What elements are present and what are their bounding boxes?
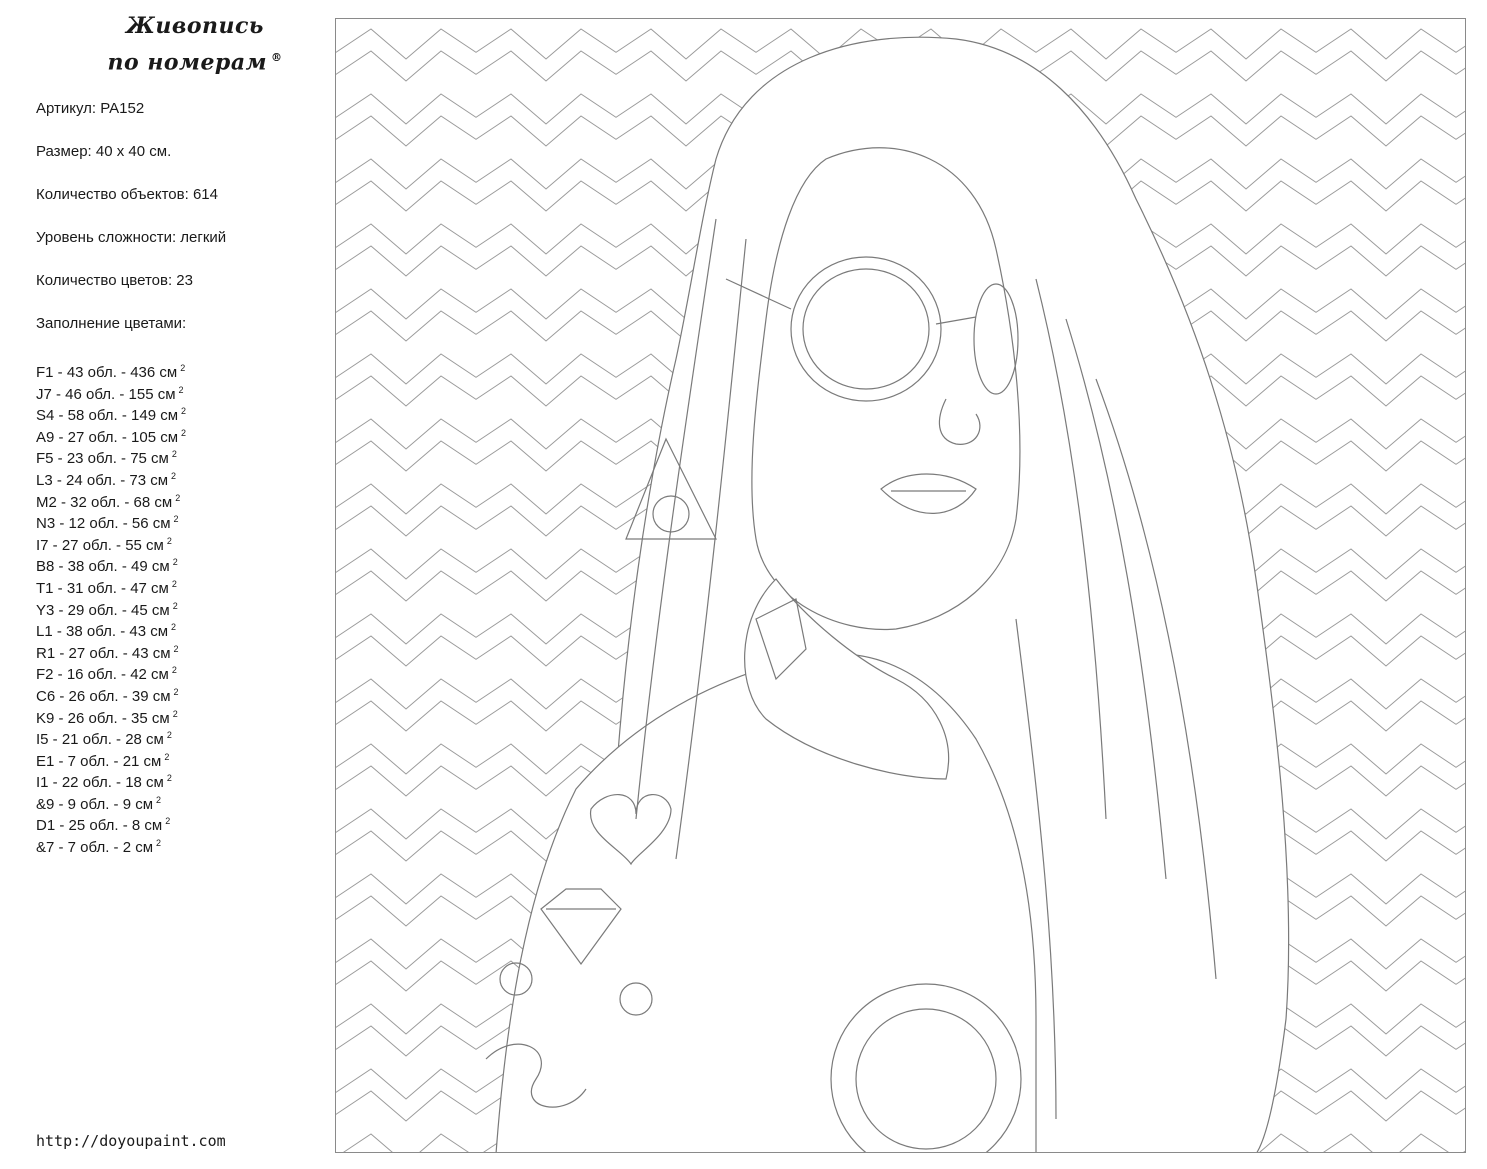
area-unit-superscript: 2 [171,578,177,589]
color-fill-text: T1 - 31 обл. - 47 см [36,579,169,597]
area-unit-superscript: 2 [172,557,178,568]
face-shape [752,148,1020,630]
color-fill-row [36,358,326,380]
area-unit-superscript: 2 [173,643,179,654]
color-fill-row [36,660,326,682]
area-unit-superscript: 2 [180,363,186,373]
color-fill-text: L3 - 24 обл. - 73 см [36,471,169,489]
article-number: Артикул: PA152 [36,100,145,117]
color-fill-row [36,380,326,402]
website-link[interactable]: http://doyoupaint.com [36,1132,226,1150]
color-fill-list [36,358,326,855]
area-unit-superscript: 2 [172,708,178,719]
area-unit-superscript: 2 [173,686,179,697]
area-unit-superscript: 2 [164,751,170,762]
area-unit-superscript: 2 [175,492,181,503]
color-fill-text: I5 - 21 обл. - 28 см [36,731,164,749]
brand-line-2: по номерам [107,49,267,76]
color-fill-row [36,423,326,445]
color-fill-text: N3 - 12 обл. - 56 см [36,515,171,533]
colors-count: Количество цветов: 23 [36,272,193,289]
color-fill-row [36,509,326,531]
color-fill-row [36,444,326,466]
color-fill-text: B8 - 38 обл. - 49 см [36,558,170,576]
area-unit-superscript: 2 [171,622,177,633]
color-fill-text: J7 - 46 обл. - 155 см [36,385,176,403]
difficulty-level: Уровень сложности: легкий [36,229,227,246]
objects-count: Количество объектов: 614 [36,186,218,203]
color-fill-text: &7 - 7 обл. - 2 см [36,839,154,857]
area-unit-superscript: 2 [156,838,162,849]
area-unit-superscript: 2 [156,794,162,805]
area-unit-superscript: 2 [173,514,179,525]
color-fill-text: I1 - 22 обл. - 18 см [36,774,164,792]
canvas-size: Размер: 40 х 40 см. [36,143,172,160]
color-fill-row [36,617,326,639]
color-fill-text: R1 - 27 обл. - 43 см [36,644,171,662]
area-unit-superscript: 2 [166,730,172,741]
area-unit-superscript: 2 [171,470,177,481]
color-fill-row [36,704,326,726]
color-fill-row [36,833,326,855]
legend-panel [0,0,330,1169]
color-fill-row [36,682,326,704]
color-fill-row [36,488,326,510]
line-art-illustration [336,19,1466,1153]
color-fill-row [36,552,326,574]
area-unit-superscript: 2 [171,449,177,460]
color-fill-row [36,768,326,790]
color-fill-text: A9 - 27 обл. - 105 см [36,428,179,446]
color-fill-text: Y3 - 29 обл. - 45 см [36,601,170,619]
area-unit-superscript: 2 [171,665,177,676]
color-fill-text: L1 - 38 обл. - 43 см [36,623,169,641]
color-fill-text: F1 - 43 обл. - 436 см [36,364,178,381]
area-unit-superscript: 2 [178,384,184,395]
area-unit-superscript: 2 [165,816,171,827]
color-fill-row [36,725,326,747]
color-fill-text: I7 - 27 обл. - 55 см [36,536,164,554]
product-info [36,99,326,357]
color-fill-text: C6 - 26 обл. - 39 см [36,687,171,705]
color-fill-text: S4 - 58 обл. - 149 см [36,407,179,425]
brand-logo [95,10,295,78]
color-fill-row [36,811,326,833]
color-fill-row [36,596,326,618]
color-fill-row [36,466,326,488]
color-fill-text: &9 - 9 обл. - 9 см [36,795,154,813]
area-unit-superscript: 2 [166,773,172,784]
coloring-canvas [335,18,1466,1153]
color-fill-row [36,747,326,769]
brand-line-1: Живопись [126,13,264,39]
area-unit-superscript: 2 [172,600,178,611]
color-fill-row [36,531,326,553]
area-unit-superscript: 2 [181,427,187,438]
color-fill-text: E1 - 7 обл. - 21 см [36,752,162,770]
fill-header: Заполнение цветами: [36,315,187,332]
area-unit-superscript: 2 [181,406,187,417]
color-fill-text: F5 - 23 обл. - 75 см [36,450,169,468]
color-fill-row [36,639,326,661]
color-fill-row [36,401,326,423]
color-fill-text: F2 - 16 обл. - 42 см [36,666,169,684]
area-unit-superscript: 2 [166,535,172,546]
color-fill-row [36,790,326,812]
color-fill-row [36,574,326,596]
color-fill-text: K9 - 26 обл. - 35 см [36,709,170,727]
color-fill-text: M2 - 32 обл. - 68 см [36,493,173,511]
color-fill-text: D1 - 25 обл. - 8 см [36,817,163,835]
registered-mark: ® [271,51,283,64]
